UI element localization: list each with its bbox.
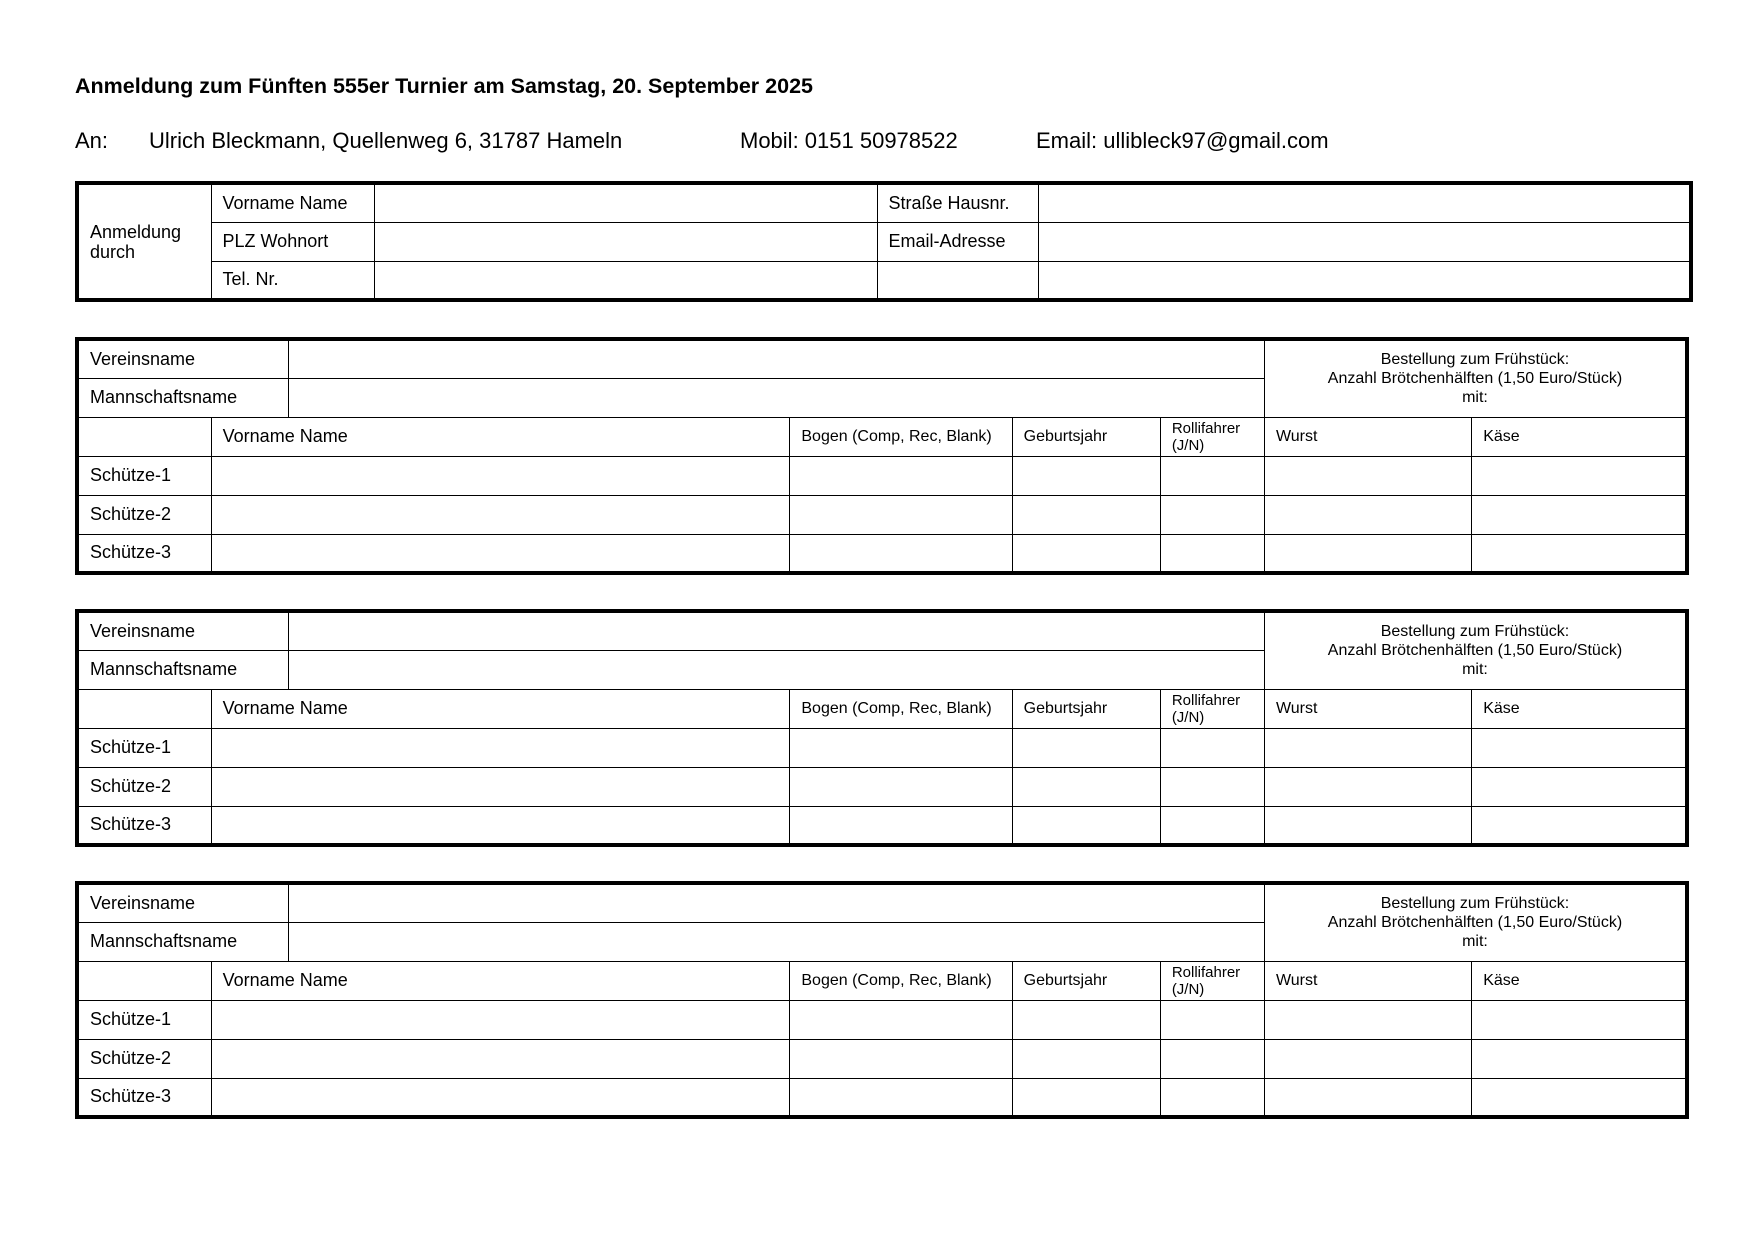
sausage-field[interactable] xyxy=(1264,534,1471,573)
wheelchair-field[interactable] xyxy=(1160,456,1264,495)
empty-cell xyxy=(77,689,211,728)
registrant-street-field[interactable] xyxy=(1038,183,1691,222)
sausage-field[interactable] xyxy=(1264,1039,1471,1078)
birth-year-field[interactable] xyxy=(1012,456,1160,495)
birth-year-field[interactable] xyxy=(1012,1078,1160,1117)
recipient-mobile: Mobil: 0151 50978522 xyxy=(740,128,958,153)
wheelchair-field[interactable] xyxy=(1160,1000,1264,1039)
bow-field[interactable] xyxy=(790,1000,1012,1039)
cheese-field[interactable] xyxy=(1472,1039,1687,1078)
club-label: Vereinsname xyxy=(77,339,288,378)
col-bow-header: Bogen (Comp, Rec, Blank) xyxy=(790,417,1012,456)
registrant-name-field[interactable] xyxy=(374,183,877,222)
col-wheelchair-header: Rollifahrer (J/N) xyxy=(1160,689,1264,728)
birth-year-field[interactable] xyxy=(1012,1000,1160,1039)
shooter-name-field[interactable] xyxy=(211,728,790,767)
shooter-label: Schütze-2 xyxy=(77,495,211,534)
shooter-name-field[interactable] xyxy=(211,534,790,573)
shooter-row xyxy=(77,1078,1687,1117)
empty-cell xyxy=(77,961,211,1000)
shooter-row xyxy=(77,806,1687,845)
team-table-1 xyxy=(75,337,1689,575)
shooter-name-field[interactable] xyxy=(211,1000,790,1039)
shooter-label: Schütze-1 xyxy=(77,1000,211,1039)
breakfast-order-header: Bestellung zum Frühstück: Anzahl Brötchenhälften (1,50 Euro/Stück) mit: xyxy=(1264,611,1687,689)
club-name-field[interactable] xyxy=(288,883,1264,922)
bow-field[interactable] xyxy=(790,806,1012,845)
sausage-field[interactable] xyxy=(1264,767,1471,806)
cheese-field[interactable] xyxy=(1472,806,1687,845)
club-label: Vereinsname xyxy=(77,883,288,922)
shooter-label: Schütze-3 xyxy=(77,1078,211,1117)
shooter-label: Schütze-3 xyxy=(77,806,211,845)
email-label: Email-Adresse xyxy=(877,222,1038,261)
cheese-field[interactable] xyxy=(1472,534,1687,573)
shooter-row xyxy=(77,1000,1687,1039)
birth-year-field[interactable] xyxy=(1012,534,1160,573)
wheelchair-field[interactable] xyxy=(1160,806,1264,845)
wheelchair-field[interactable] xyxy=(1160,1078,1264,1117)
birth-year-field[interactable] xyxy=(1012,1039,1160,1078)
col-wheelchair-header: Rollifahrer (J/N) xyxy=(1160,417,1264,456)
bow-field[interactable] xyxy=(790,534,1012,573)
bow-field[interactable] xyxy=(790,1078,1012,1117)
team-table-3 xyxy=(75,881,1689,1119)
shooter-label: Schütze-2 xyxy=(77,767,211,806)
name-label: Vorname Name xyxy=(211,183,374,222)
bow-field[interactable] xyxy=(790,1039,1012,1078)
shooter-row xyxy=(77,534,1687,573)
breakfast-order-header: Bestellung zum Frühstück: Anzahl Brötchenhälften (1,50 Euro/Stück) mit: xyxy=(1264,339,1687,417)
bow-field[interactable] xyxy=(790,728,1012,767)
registrant-email-field[interactable] xyxy=(1038,222,1691,261)
cheese-field[interactable] xyxy=(1472,495,1687,534)
empty-cell xyxy=(877,261,1038,300)
col-name-header: Vorname Name xyxy=(211,961,790,1000)
shooter-name-field[interactable] xyxy=(211,806,790,845)
cheese-field[interactable] xyxy=(1472,456,1687,495)
shooter-row xyxy=(77,767,1687,806)
shooter-name-field[interactable] xyxy=(211,1078,790,1117)
team-label: Mannschaftsname xyxy=(77,650,288,689)
wheelchair-field[interactable] xyxy=(1160,495,1264,534)
form-title: Anmeldung zum Fünften 555er Turnier am Samstag, 20. September 2025 xyxy=(75,74,813,98)
sausage-field[interactable] xyxy=(1264,728,1471,767)
club-name-field[interactable] xyxy=(288,339,1264,378)
team-label: Mannschaftsname xyxy=(77,378,288,417)
birth-year-field[interactable] xyxy=(1012,728,1160,767)
sausage-field[interactable] xyxy=(1264,495,1471,534)
col-birth-year-header: Geburtsjahr xyxy=(1012,689,1160,728)
team-name-field[interactable] xyxy=(288,922,1264,961)
empty-cell xyxy=(77,417,211,456)
birth-year-field[interactable] xyxy=(1012,767,1160,806)
zip-city-label: PLZ Wohnort xyxy=(211,222,374,261)
col-wheelchair-header: Rollifahrer (J/N) xyxy=(1160,961,1264,1000)
shooter-name-field[interactable] xyxy=(211,767,790,806)
cheese-field[interactable] xyxy=(1472,1000,1687,1039)
cheese-field[interactable] xyxy=(1472,767,1687,806)
shooter-label: Schütze-2 xyxy=(77,1039,211,1078)
wheelchair-field[interactable] xyxy=(1160,534,1264,573)
registrant-section-label: Anmeldung durch xyxy=(77,183,211,300)
breakfast-order-header: Bestellung zum Frühstück: Anzahl Brötchenhälften (1,50 Euro/Stück) mit: xyxy=(1264,883,1687,961)
col-name-header: Vorname Name xyxy=(211,689,790,728)
col-birth-year-header: Geburtsjahr xyxy=(1012,961,1160,1000)
birth-year-field[interactable] xyxy=(1012,806,1160,845)
col-bow-header: Bogen (Comp, Rec, Blank) xyxy=(790,961,1012,1000)
phone-label: Tel. Nr. xyxy=(211,261,374,300)
wheelchair-field[interactable] xyxy=(1160,728,1264,767)
recipient-label: An: xyxy=(75,128,109,153)
shooter-label: Schütze-3 xyxy=(77,534,211,573)
cheese-field[interactable] xyxy=(1472,1078,1687,1117)
col-birth-year-header: Geburtsjahr xyxy=(1012,417,1160,456)
col-cheese-header: Käse xyxy=(1472,417,1687,456)
sausage-field[interactable] xyxy=(1264,456,1471,495)
shooter-label: Schütze-1 xyxy=(77,456,211,495)
registrant-table xyxy=(75,181,1693,302)
shooter-row xyxy=(77,456,1687,495)
club-name-field[interactable] xyxy=(288,611,1264,650)
sausage-field[interactable] xyxy=(1264,806,1471,845)
shooter-row xyxy=(77,1039,1687,1078)
recipient-email: Email: ullibleck97@gmail.com xyxy=(1036,128,1329,153)
street-label: Straße Hausnr. xyxy=(877,183,1038,222)
col-cheese-header: Käse xyxy=(1472,689,1687,728)
shooter-name-field[interactable] xyxy=(211,456,790,495)
shooter-name-field[interactable] xyxy=(211,1039,790,1078)
shooter-label: Schütze-1 xyxy=(77,728,211,767)
wheelchair-field[interactable] xyxy=(1160,767,1264,806)
col-name-header: Vorname Name xyxy=(211,417,790,456)
col-sausage-header: Wurst xyxy=(1264,961,1471,1000)
team-table-2 xyxy=(75,609,1689,847)
registrant-zip-city-field[interactable] xyxy=(374,222,877,261)
birth-year-field[interactable] xyxy=(1012,495,1160,534)
recipient-address: Ulrich Bleckmann, Quellenweg 6, 31787 Hameln xyxy=(149,128,623,153)
sausage-field[interactable] xyxy=(1264,1078,1471,1117)
bow-field[interactable] xyxy=(790,456,1012,495)
bow-field[interactable] xyxy=(790,495,1012,534)
registrant-phone-field[interactable] xyxy=(374,261,877,300)
shooter-row xyxy=(77,495,1687,534)
col-sausage-header: Wurst xyxy=(1264,689,1471,728)
shooter-row xyxy=(77,728,1687,767)
team-label: Mannschaftsname xyxy=(77,922,288,961)
club-label: Vereinsname xyxy=(77,611,288,650)
col-bow-header: Bogen (Comp, Rec, Blank) xyxy=(790,689,1012,728)
empty-cell xyxy=(1038,261,1691,300)
shooter-name-field[interactable] xyxy=(211,495,790,534)
bow-field[interactable] xyxy=(790,767,1012,806)
team-name-field[interactable] xyxy=(288,378,1264,417)
team-name-field[interactable] xyxy=(288,650,1264,689)
sausage-field[interactable] xyxy=(1264,1000,1471,1039)
col-sausage-header: Wurst xyxy=(1264,417,1471,456)
col-cheese-header: Käse xyxy=(1472,961,1687,1000)
wheelchair-field[interactable] xyxy=(1160,1039,1264,1078)
cheese-field[interactable] xyxy=(1472,728,1687,767)
